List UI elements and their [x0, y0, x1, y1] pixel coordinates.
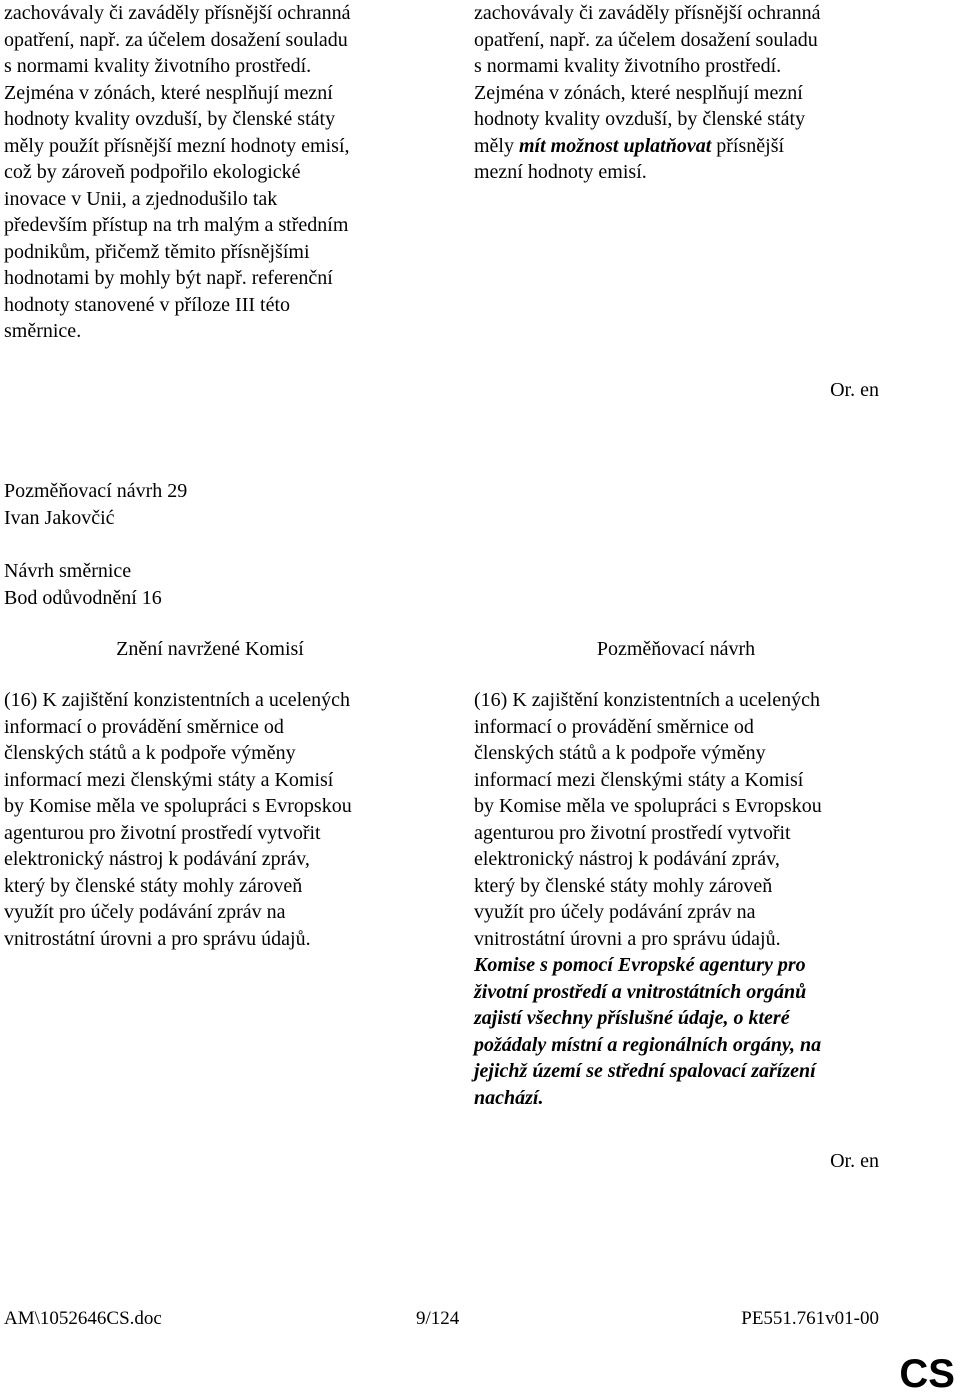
text-line: životní prostředí a vnitrostátních orgánů: [474, 980, 807, 1003]
page-number: 9/124: [416, 1308, 460, 1329]
text-line: agenturou pro životní prostředí vytvořit: [474, 821, 791, 844]
text-line: by Komise měla ve spolupráci s Evropskou: [4, 795, 352, 817]
amendment-text-header: Pozměňovací návrh: [596, 638, 756, 660]
top-right-line: mezní hodnoty emisí.: [474, 161, 647, 183]
amendment-header: [4, 478, 187, 531]
text-line: hodnoty stanovené v příloze III této: [4, 293, 291, 316]
text-line: elektronický nástroj k podávání zpráv,: [4, 848, 310, 870]
text-line: především přístup na trh malým a středním: [4, 214, 349, 236]
text-line: členských států a k podpoře výměny: [4, 742, 296, 764]
text-line: využít pro účely podávání zpráv na: [4, 901, 286, 923]
text-line: vnitrostátní úrovni a pro správu údajů.: [4, 927, 311, 950]
text-line: podnikům, přičemž těmito přísnějšími: [4, 240, 310, 263]
top-right-line: zachovávaly či zaváděly přísnější ochranná: [474, 2, 821, 24]
top-right-line-emphasis: [474, 133, 914, 160]
top-right-continuation: [474, 0, 914, 186]
text-line: směrnice.: [4, 320, 82, 342]
text-line: elektronický nástroj k podávání zpráv,: [474, 848, 780, 870]
text-line: agenturou pro životní prostředí vytvořit: [4, 821, 321, 844]
text-line: inovace v Unii, a zjednodušilo tak: [4, 187, 278, 210]
text-line: s normami kvality životního prostředí.: [4, 55, 312, 77]
text-line: informací mezi členskými státy a Komisí: [474, 768, 804, 791]
commission-text: [4, 687, 424, 952]
text-line: využít pro účely podávání zpráv na: [474, 901, 756, 923]
text-suffix: přísnější: [711, 134, 785, 157]
text-line: zajistí všechny příslušné údaje, o které: [474, 1007, 790, 1029]
text-line: členských států a k podpoře výměny: [474, 742, 766, 764]
top-left-continuation: [4, 0, 424, 345]
text-line: Komise s pomocí Evropské agentury pro: [474, 954, 806, 976]
original-language-label: Or. en: [830, 1150, 879, 1172]
text-line: informací o provádění směrnice od: [4, 715, 284, 738]
text-line: Zejména v zónách, které nesplňují mezní: [4, 81, 333, 104]
emphasized-change: mít možnost uplatňovat: [519, 134, 712, 157]
top-right-line: opatření, např. za účelem dosažení souladu: [474, 28, 818, 51]
text-line: hodnoty kvality ovzduší, by členské státy: [4, 108, 336, 130]
text-line: (16) K zajištění konzistentních a ucelených: [4, 689, 350, 711]
text-line: hodnotami by mohly být např. referenční: [4, 267, 333, 289]
text-line: by Komise měla ve spolupráci s Evropskou: [474, 795, 822, 817]
text-line: informací o provádění směrnice od: [474, 715, 754, 738]
amendment-text: [474, 687, 914, 1111]
original-language-label: Or. en: [830, 379, 879, 401]
top-right-line: s normami kvality životního prostředí.: [474, 55, 782, 77]
top-right-line: hodnoty kvality ovzduší, by členské státy: [474, 108, 806, 130]
top-right-line: Zejména v zónách, které nesplňují mezní: [474, 81, 803, 104]
text-line: což by zároveň podpořilo ekologické: [4, 161, 301, 183]
text-line: vnitrostátní úrovni a pro správu údajů.: [474, 927, 781, 950]
pe-reference: PE551.761v01-00: [741, 1308, 879, 1329]
proposal-label: Návrh směrnice: [4, 560, 132, 582]
text-line: který by členské státy mohly zároveň: [474, 874, 773, 897]
text-line: požádaly místní a regionálních orgány, na: [474, 1033, 822, 1056]
amendment-author: Ivan Jakovčić: [4, 506, 115, 529]
text-prefix: měly: [474, 134, 519, 157]
text-line: (16) K zajištění konzistentních a ucelených: [474, 689, 820, 711]
recital-label: Bod odůvodnění 16: [4, 586, 162, 609]
commission-text-header: Znění navržené Komisí: [116, 638, 304, 660]
text-line: informací mezi členskými státy a Komisí: [4, 768, 334, 791]
text-line: zachovávaly či zaváděly přísnější ochranná: [4, 2, 351, 24]
text-line: který by členské státy mohly zároveň: [4, 874, 303, 897]
text-line: opatření, např. za účelem dosažení souladu: [4, 28, 348, 51]
language-code: CS: [899, 1352, 955, 1396]
amendment-reference: [4, 558, 162, 611]
text-line: nachází.: [474, 1086, 544, 1109]
amendment-title: Pozměňovací návrh 29: [4, 480, 188, 502]
text-line: jejichž území se střední spalovací zařízení: [474, 1060, 816, 1082]
document-reference: AM\1052646CS.doc: [4, 1308, 162, 1329]
text-line: měly použít přísnější mezní hodnoty emisí,: [4, 134, 350, 157]
